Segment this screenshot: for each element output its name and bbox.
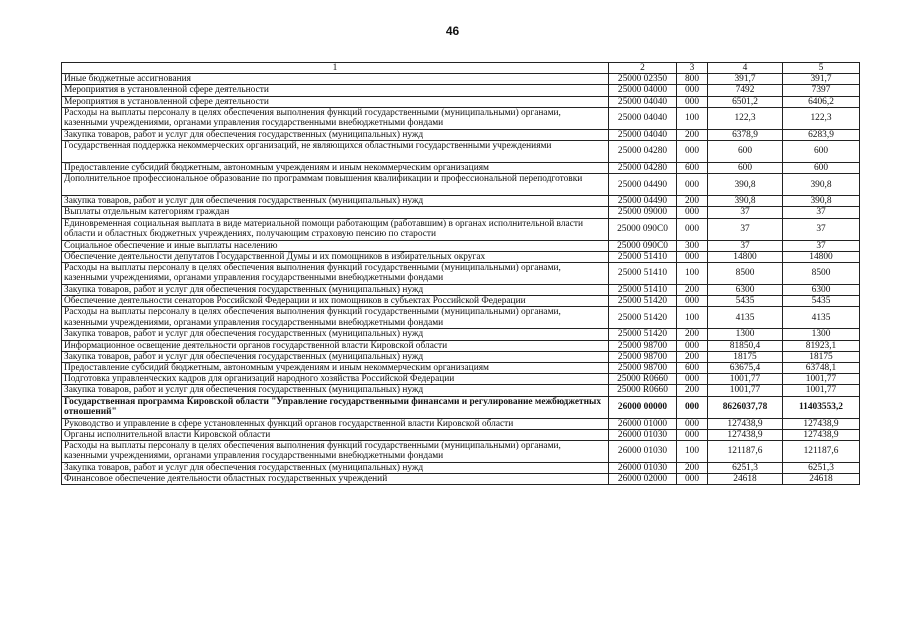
row-value-1-cell: 390,8: [708, 174, 783, 196]
row-name-cell: Расходы на выплаты персоналу в целях обеспечения выполнения функций государственными (муниципальными) органами, казенными учреждениями, органами управления государственными внебюджетными фондами: [62, 263, 609, 285]
row-code-cell: 25000 04040: [609, 96, 677, 107]
row-code-cell: 26000 00000: [609, 396, 677, 418]
table-row: [62, 141, 860, 163]
row-code-cell: 25000 51410: [609, 251, 677, 262]
table-row: [62, 429, 860, 440]
row-type-cell: 100: [677, 307, 708, 329]
row-value-2-cell: 391,7: [783, 74, 860, 85]
row-code-cell: 25000 98700: [609, 351, 677, 362]
row-value-2-cell: 7397: [783, 85, 860, 96]
row-value-2-cell: 1001,77: [783, 385, 860, 396]
row-code-cell: 25000 51420: [609, 307, 677, 329]
row-name-cell: Предоставление субсидий бюджетным, автономным учреждениям и иным некоммерческим организациям: [62, 163, 609, 174]
row-type-cell: 100: [677, 263, 708, 285]
table-row: [62, 441, 860, 463]
row-value-2-cell: 390,8: [783, 196, 860, 207]
row-value-1-cell: 1300: [708, 329, 783, 340]
row-value-2-cell: 6251,3: [783, 463, 860, 474]
row-name-cell: Выплаты отдельным категориям граждан: [62, 207, 609, 218]
row-value-2-cell: 6283,9: [783, 129, 860, 140]
row-code-cell: 25000 R0660: [609, 385, 677, 396]
row-value-2-cell: 122,3: [783, 107, 860, 129]
row-type-cell: 200: [677, 129, 708, 140]
row-code-cell: 25000 04280: [609, 163, 677, 174]
table-row: [62, 396, 860, 418]
table-row: [62, 85, 860, 96]
table-row: [62, 418, 860, 429]
row-value-2-cell: 390,8: [783, 174, 860, 196]
row-value-1-cell: 600: [708, 163, 783, 174]
row-value-2-cell: 600: [783, 141, 860, 163]
table-row: [62, 74, 860, 85]
row-code-cell: 26000 01000: [609, 418, 677, 429]
row-name-cell: Закупка товаров, работ и услуг для обеспечения государственных (муниципальных) нужд: [62, 463, 609, 474]
row-value-2-cell: 37: [783, 218, 860, 240]
row-value-1-cell: 121187,6: [708, 441, 783, 463]
row-type-cell: 000: [677, 218, 708, 240]
row-name-cell: Мероприятия в установленной сфере деятельности: [62, 96, 609, 107]
table-row: [62, 174, 860, 196]
row-value-2-cell: 6300: [783, 285, 860, 296]
row-name-cell: Обеспечение деятельности сенаторов Российской Федерации и их помощников в субъектах Российской Федерации: [62, 296, 609, 307]
row-name-cell: Предоставление субсидий бюджетным, автономным учреждениям и иным некоммерческим организациям: [62, 363, 609, 374]
table-row: [62, 363, 860, 374]
row-value-2-cell: 18175: [783, 351, 860, 362]
row-code-cell: 26000 02000: [609, 474, 677, 485]
row-type-cell: 000: [677, 85, 708, 96]
row-name-cell: Расходы на выплаты персоналу в целях обеспечения выполнения функций государственными (муниципальными) органами, казенными учреждениями, органами управления государственными внебюджетными фондами: [62, 441, 609, 463]
row-type-cell: 200: [677, 351, 708, 362]
row-name-cell: Расходы на выплаты персоналу в целях обеспечения выполнения функций государственными (муниципальными) органами, казенными учреждениями, органами управления государственными внебюджетными фондами: [62, 307, 609, 329]
row-type-cell: 600: [677, 363, 708, 374]
row-value-1-cell: 4135: [708, 307, 783, 329]
row-value-1-cell: 81850,4: [708, 340, 783, 351]
row-value-2-cell: 600: [783, 163, 860, 174]
budget-table-body: [62, 63, 860, 485]
row-code-cell: 25000 09000: [609, 207, 677, 218]
row-code-cell: 25000 04040: [609, 129, 677, 140]
row-code-cell: 25000 04490: [609, 196, 677, 207]
row-type-cell: 000: [677, 429, 708, 440]
row-value-2-cell: 1001,77: [783, 374, 860, 385]
table-row: [62, 463, 860, 474]
row-code-cell: 25000 04040: [609, 107, 677, 129]
row-type-cell: 100: [677, 107, 708, 129]
row-code-cell: 26000 01030: [609, 463, 677, 474]
table-row: [62, 329, 860, 340]
row-value-1-cell: 14800: [708, 251, 783, 262]
row-code-cell: 25000 51420: [609, 296, 677, 307]
row-value-2-cell: 6406,2: [783, 96, 860, 107]
table-row: [62, 96, 860, 107]
row-code-cell: 26000 01030: [609, 441, 677, 463]
row-value-1-cell: 18175: [708, 351, 783, 362]
row-name-cell: Обеспечение деятельности депутатов Государственной Думы и их помощников в избирательных округах: [62, 251, 609, 262]
row-value-1-cell: 37: [708, 218, 783, 240]
row-type-cell: 100: [677, 441, 708, 463]
row-type-cell: 000: [677, 207, 708, 218]
table-row: [62, 307, 860, 329]
row-name-cell: Закупка товаров, работ и услуг для обеспечения государственных (муниципальных) нужд: [62, 285, 609, 296]
row-name-cell: Закупка товаров, работ и услуг для обеспечения государственных (муниципальных) нужд: [62, 385, 609, 396]
table-row: [62, 385, 860, 396]
budget-table: [61, 62, 860, 485]
header-col-2: 2: [609, 63, 677, 74]
row-code-cell: 25000 51420: [609, 329, 677, 340]
row-code-cell: 25000 98700: [609, 363, 677, 374]
table-row: [62, 351, 860, 362]
row-value-2-cell: 8500: [783, 263, 860, 285]
row-value-2-cell: 63748,1: [783, 363, 860, 374]
row-code-cell: 25000 51410: [609, 263, 677, 285]
row-name-cell: Дополнительное профессиональное образование по программам повышения квалификации и профессиональной переподготовки: [62, 174, 609, 196]
row-name-cell: Информационное освещение деятельности органов государственной власти Кировской области: [62, 340, 609, 351]
table-row: [62, 285, 860, 296]
row-name-cell: Единовременная социальная выплата в виде материальной помощи работающим (работавшим) в органах исполнительной власти области и областных бюджетных учреждениях, получающим страховую пенсию по старости: [62, 218, 609, 240]
row-code-cell: 25000 R0660: [609, 374, 677, 385]
row-name-cell: Иные бюджетные ассигнования: [62, 74, 609, 85]
header-col-1: 1: [62, 63, 609, 74]
row-value-1-cell: 390,8: [708, 196, 783, 207]
row-value-1-cell: 8626037,78: [708, 396, 783, 418]
row-name-cell: Социальное обеспечение и иные выплаты населению: [62, 240, 609, 251]
row-value-2-cell: 4135: [783, 307, 860, 329]
row-value-1-cell: 5435: [708, 296, 783, 307]
row-value-1-cell: 600: [708, 141, 783, 163]
row-type-cell: 200: [677, 285, 708, 296]
row-value-2-cell: 11403553,2: [783, 396, 860, 418]
row-type-cell: 300: [677, 240, 708, 251]
row-value-1-cell: 1001,77: [708, 374, 783, 385]
row-value-2-cell: 24618: [783, 474, 860, 485]
table-row: [62, 207, 860, 218]
row-code-cell: 25000 04000: [609, 85, 677, 96]
row-value-2-cell: 127438,9: [783, 429, 860, 440]
row-type-cell: 200: [677, 463, 708, 474]
row-type-cell: 000: [677, 474, 708, 485]
row-type-cell: 200: [677, 196, 708, 207]
header-col-4: 4: [708, 63, 783, 74]
row-value-1-cell: 391,7: [708, 74, 783, 85]
row-value-2-cell: 121187,6: [783, 441, 860, 463]
row-type-cell: 000: [677, 96, 708, 107]
row-type-cell: 200: [677, 385, 708, 396]
header-col-3: 3: [677, 63, 708, 74]
row-name-cell: Государственная поддержка некоммерческих организаций, не являющихся областными государственными учреждениями: [62, 141, 609, 163]
table-row: [62, 163, 860, 174]
table-header-row: [62, 63, 860, 74]
row-type-cell: 000: [677, 174, 708, 196]
row-code-cell: 25000 51410: [609, 285, 677, 296]
row-type-cell: 000: [677, 141, 708, 163]
row-value-2-cell: 1300: [783, 329, 860, 340]
table-row: [62, 474, 860, 485]
row-value-1-cell: 63675,4: [708, 363, 783, 374]
row-type-cell: 000: [677, 251, 708, 262]
row-value-1-cell: 122,3: [708, 107, 783, 129]
row-name-cell: Подготовка управленческих кадров для организаций народного хозяйства Российской Федерации: [62, 374, 609, 385]
row-value-2-cell: 127438,9: [783, 418, 860, 429]
row-value-2-cell: 37: [783, 240, 860, 251]
table-row: [62, 218, 860, 240]
row-value-1-cell: 37: [708, 207, 783, 218]
table-row: [62, 340, 860, 351]
row-value-1-cell: 7492: [708, 85, 783, 96]
row-value-1-cell: 6251,3: [708, 463, 783, 474]
row-value-1-cell: 6378,9: [708, 129, 783, 140]
row-name-cell: Руководство и управление в сфере установленных функций органов государственной власти Кировской области: [62, 418, 609, 429]
row-type-cell: 200: [677, 329, 708, 340]
row-name-cell: Закупка товаров, работ и услуг для обеспечения государственных (муниципальных) нужд: [62, 129, 609, 140]
table-row: [62, 196, 860, 207]
row-code-cell: 25000 98700: [609, 340, 677, 351]
row-type-cell: 800: [677, 74, 708, 85]
row-type-cell: 000: [677, 374, 708, 385]
row-name-cell: Закупка товаров, работ и услуг для обеспечения государственных (муниципальных) нужд: [62, 351, 609, 362]
row-value-2-cell: 81923,1: [783, 340, 860, 351]
row-code-cell: 25000 04490: [609, 174, 677, 196]
row-value-1-cell: 24618: [708, 474, 783, 485]
row-type-cell: 000: [677, 296, 708, 307]
table-row: [62, 251, 860, 262]
row-value-1-cell: 6501,2: [708, 96, 783, 107]
row-value-1-cell: 6300: [708, 285, 783, 296]
row-code-cell: 25000 02350: [609, 74, 677, 85]
row-value-1-cell: 37: [708, 240, 783, 251]
table-row: [62, 296, 860, 307]
row-name-cell: Органы исполнительной власти Кировской области: [62, 429, 609, 440]
row-value-1-cell: 8500: [708, 263, 783, 285]
row-value-2-cell: 14800: [783, 251, 860, 262]
row-name-cell: Государственная программа Кировской области "Управление государственными финансами и регулирование межбюджетных отношений": [62, 396, 609, 418]
row-code-cell: 25000 04280: [609, 141, 677, 163]
table-row: [62, 240, 860, 251]
row-type-cell: 000: [677, 418, 708, 429]
table-row: [62, 129, 860, 140]
row-value-1-cell: 1001,77: [708, 385, 783, 396]
row-value-2-cell: 5435: [783, 296, 860, 307]
table-row: [62, 374, 860, 385]
row-name-cell: Мероприятия в установленной сфере деятельности: [62, 85, 609, 96]
header-col-5: 5: [783, 63, 860, 74]
table-row: [62, 107, 860, 129]
row-type-cell: 000: [677, 396, 708, 418]
row-type-cell: 600: [677, 163, 708, 174]
row-name-cell: Закупка товаров, работ и услуг для обеспечения государственных (муниципальных) нужд: [62, 196, 609, 207]
page-number: 46: [445, 24, 460, 38]
row-name-cell: Финансовое обеспечение деятельности областных государственных учреждений: [62, 474, 609, 485]
row-value-1-cell: 127438,9: [708, 429, 783, 440]
row-type-cell: 000: [677, 340, 708, 351]
row-code-cell: 26000 01030: [609, 429, 677, 440]
row-name-cell: Закупка товаров, работ и услуг для обеспечения государственных (муниципальных) нужд: [62, 329, 609, 340]
row-name-cell: Расходы на выплаты персоналу в целях обеспечения выполнения функций государственными (муниципальными) органами, казенными учреждениями, органами управления государственными внебюджетными фондами: [62, 107, 609, 129]
row-code-cell: 25000 090С0: [609, 240, 677, 251]
row-value-1-cell: 127438,9: [708, 418, 783, 429]
row-value-2-cell: 37: [783, 207, 860, 218]
row-code-cell: 25000 090С0: [609, 218, 677, 240]
table-row: [62, 263, 860, 285]
